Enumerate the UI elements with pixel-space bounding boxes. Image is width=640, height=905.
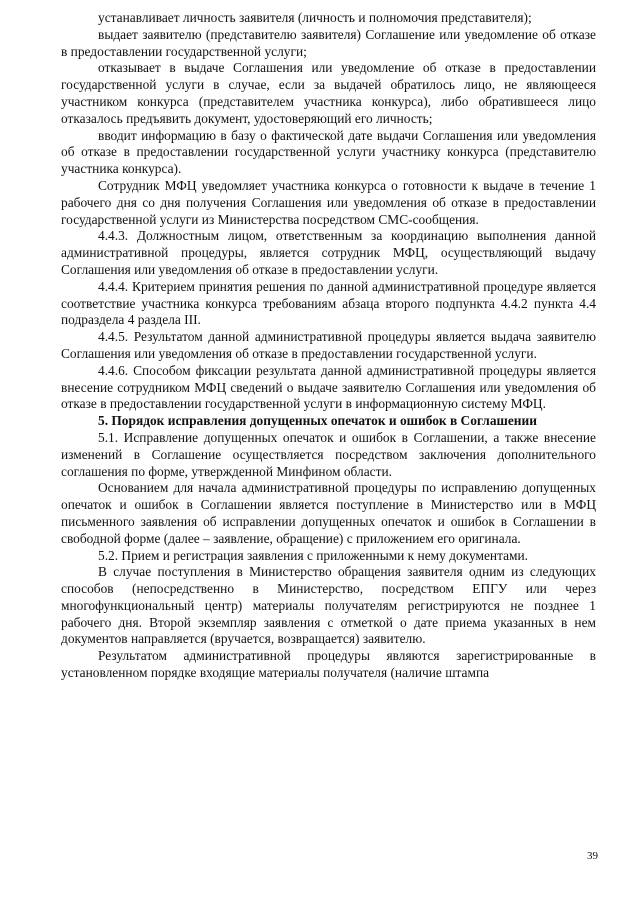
paragraph: отказывает в выдаче Соглашения или уведомление об отказе в предоставлении государственной услуги в случае, если за выдачей обратилось лицо, не являющееся участником конкурса (представителем участника конкурса), либо обратившееся лицо отказалось предъявить документ, удостоверяющий его личность; — [61, 60, 596, 126]
paragraph: Результатом административной процедуры являются зарегистрированные в установленном порядке входящие материалы получателя (наличие штампа — [61, 648, 596, 681]
paragraph: выдает заявителю (представителю заявителя) Соглашение или уведомление об отказе в предоставлении государственной услуги; — [61, 26, 596, 59]
paragraph: устанавливает личность заявителя (личность и полномочия представителя); — [98, 10, 532, 25]
paragraph: 5.1. Исправление допущенных опечаток и ошибок в Соглашении, а также внесение изменений в Соглашение осуществляется посредством заключения дополнительного соглашения по форме, утвержденной Минфином области. — [61, 429, 596, 479]
page-number: 39 — [587, 850, 598, 862]
paragraph: 4.4.6. Способом фиксации результата данной административной процедуры является внесение сотрудником МФЦ сведений о выдаче заявителю Соглашения или уведомления об отказе в предоставлении государственной услуги в информационную систему МФЦ. — [61, 362, 596, 412]
paragraph: вводит информацию в базу о фактической дате выдачи Соглашения или уведомления об отказе в предоставлении государственной услуги участнику конкурса (представителю участника конкурса). — [61, 127, 596, 177]
page-body — [61, 10, 596, 682]
paragraph: Сотрудник МФЦ уведомляет участника конкурса о готовности к выдаче в течение 1 рабочего дня со дня получения Соглашения или уведомления об отказе в предоставлении государственной услуги из Министерства посредством СМС-сообщения. — [61, 177, 596, 227]
paragraph: В случае поступления в Министерство обращения заявителя одним из следующих способов (непосредственно в Министерство, посредством ЕПГУ или через многофункциональный центр) материалы получателям регистрируются не позднее 1 рабочего дня. Второй экземпляр заявления с отметкой о дате приема указанных в нем документов направляется (вручается, возвращается) заявителю. — [61, 564, 596, 647]
paragraph: 4.4.3. Должностным лицом, ответственным за координацию выполнения данной административной процедуры, является сотрудник МФЦ, осуществляющий выдачу Соглашения или уведомления об отказе в предоставлении услуги. — [61, 228, 596, 277]
paragraph: 4.4.5. Результатом данной административной процедуры является выдача заявителю Соглашения или уведомления об отказе в предоставлении государственной услуги. — [61, 329, 596, 361]
section-heading: 5. Порядок исправления допущенных опечаток и ошибок в Соглашении — [98, 413, 537, 429]
paragraph: 5.2. Прием и регистрация заявления с приложенными к нему документами. — [98, 547, 529, 563]
paragraph: Основанием для начала административной процедуры по исправлению допущенных опечаток и ошибок в Соглашении является поступление в Министерство или в МФЦ письменного заявления об исправлении допущенных опечаток и ошибок в Соглашении в свободной форме (далее – заявление, обращение) с приложением его оригинала. — [61, 480, 596, 546]
paragraph: 4.4.4. Критерием принятия решения по данной административной процедуре является соответствие участника конкурса требованиям абзаца второго подпункта 4.4.2 пункта 4.4 подраздела 4 раздела III. — [61, 278, 596, 328]
